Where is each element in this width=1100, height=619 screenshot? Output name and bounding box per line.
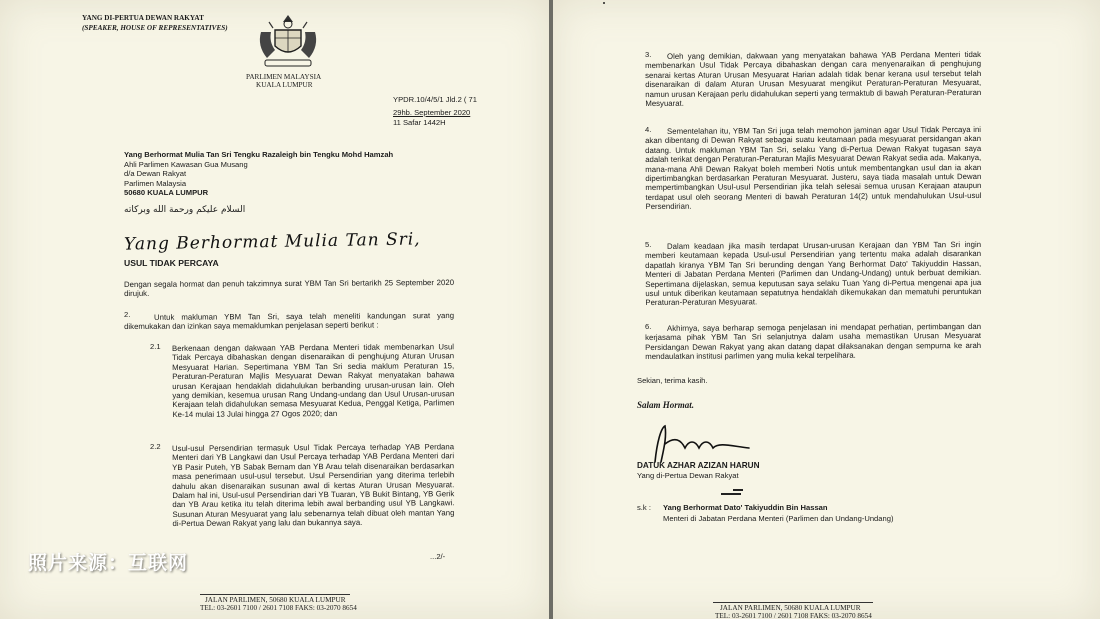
- subject-line: USUL TIDAK PERCAYA: [124, 258, 219, 268]
- paragraph-2: Untuk makluman YBM Tan Sri, saya telah meneliti kandungan surat yang dikemukakan dan izinkan saya memaklumkan penjelasan seperti berikut :: [124, 310, 455, 332]
- para-number: 3.: [645, 50, 652, 59]
- paragraph-5: Dalam keadaan jika masih terdapat Urusan-urusan Kerajaan dan YBM Tan Sri ingin memberi keutamaan kepada Usul-usul Persendirian yang tertentu maka adalah disarankan dapatlah kiranya YBM Tan Sri berunding dengan Yang Berhormat Dato' Takiyuddin Hassan, Menteri di Jabatan Perdana Menteri (Parlimen dan Undang-Undang) untuk berbuat demikian. Sepertimana dijelaskan, semua keputusan saya selaku Tuan Yang di-Pertua mengenai apa jua usul untuk diberikan keutamaan sepatutnya hendaklah dikemukakan dan mematuhi peruntukan Peraturan-Peraturan Mesyuarat.: [645, 239, 982, 308]
- para-number: 2.2: [150, 442, 161, 451]
- recipient-line: d/a Dewan Rakyat: [124, 169, 187, 179]
- footer-address: JALAN PARLIMEN, 50680 KUALA LUMPUR: [720, 604, 861, 612]
- para-number: 6.: [645, 322, 652, 331]
- recipient-line: Ahli Parlimen Kawasan Gua Musang: [124, 159, 248, 169]
- image-source-watermark: 照片来源：互联网: [28, 553, 189, 574]
- paragraph-6: Akhirnya, saya berharap semoga penjelasan ini mendapat perhatian, pertimbangan dan kerjasama pihak YBM Tan Sri selanjutnya dalam usaha memastikan Urusan Mesyuarat Persidangan Dewan Rakyat yang akan datang dapat dilaksanakan dengan sempurna ke arah mendaulatkan institusi parlimen yang mulia kekal terpelihara.: [645, 321, 982, 362]
- signatory-title: Yang di-Pertua Dewan Rakyat: [637, 471, 739, 480]
- para-number: 5.: [645, 240, 652, 249]
- recipient-line: Parlimen Malaysia: [124, 178, 187, 188]
- parliament-city: KUALA LUMPUR: [256, 81, 313, 89]
- opening-paragraph: Dengan segala hormat dan penuh takzimnya surat YBM Tan Sri bertarikh 25 September 2020 dirujuk.: [124, 277, 455, 299]
- hijri-date: 11 Safar 1442H: [393, 118, 446, 127]
- letter-page-1: [0, 0, 549, 619]
- salutation-closing: Salam Hormat.: [637, 400, 695, 410]
- recipient-line: 50680 KUALA LUMPUR: [124, 188, 209, 198]
- parliament-name: PARLIMEN MALAYSIA: [246, 73, 322, 81]
- page-continuation: ...2/-: [430, 552, 446, 561]
- paragraph-2-1: Berkenaan dengan dakwaan YAB Perdana Menteri tidak membenarkan Usul Tidak Percaya dibahaskan dengan disenaraikan di penghujung Aturan Urusan Mesyuarat Harian. Sepertimana YBM Tan Sri sedia maklum Peraturan 15, Peraturan-Peraturan Majlis Mesyuarat Dewan Rakyat menyatakan bahawa urusan Kerajaan hendaklah didahulukan berbanding urusan-urusan lain. Oleh yang demikian, kesemua urusan Rang Undang-undang dan Usul Urusan-urusan Kerajaan telah didahulukan semasa Mesyuarat Kedua, Penggal Ketiga, Parlimen Ke-14 mulai 13 Julai hingga 27 Ogos 2020; dan: [172, 342, 455, 419]
- footer-address: JALAN PARLIMEN, 50680 KUALA LUMPUR: [205, 596, 346, 604]
- para-number: 2.: [124, 310, 131, 319]
- footer-telephone: TEL: 03-2601 7100 / 2601 7108 FAKS: 03-2070 8654: [200, 604, 357, 612]
- paragraph-3: Oleh yang demikian, dakwaan yang menyatakan bahawa YAB Perdana Menteri tidak membenarkan Usul Tidak Percaya dibahaskan dengan cara menyenaraikan di penghujung senarai kertas Aturan Urusan Mesyuarat Harian adalah tidak benar kerana usul tersebut telah disenaraikan di dalam Aturan Urusan Mesyuarat mengikut Peraturan-Peraturan Mesyuarat, namun urusan Kerajaan perlu didahulukan seperti yang termaktub di bawah Peraturan-Peraturan Mesyuarat.: [645, 49, 982, 109]
- letterhead-title: YANG DI-PERTUA DEWAN RAKYAT: [82, 14, 204, 22]
- letter-page-2: [553, 0, 1100, 619]
- letterhead-subtitle: (SPEAKER, HOUSE OF REPRESENTATIVES): [82, 24, 228, 32]
- paragraph-4: Sementelahan itu, YBM Tan Sri juga telah memohon jaminan agar Usul Tidak Percaya ini akan dibentang di Dewan Rakyat sebagai suatu keutamaan pada mesyuarat persidangan akan datang. Untuk makluman YBM Tan Sri, selaku Yang di-Pertua Dewan Rakyat tugasan saya adalah terikat dengan Peraturan-Peraturan Majlis Mesyuarat Dewan Rakyat sedia ada. Makanya, mana-mana Ahli Dewan Rakyat boleh memberi Notis untuk membentangkan usul dan ia akan dipertimbangkan berdasarkan Peraturan Mesyuarat. Justeru, saya tiada masalah untuk Dewan mempertimbangkan Usul-usul Persendirian jika telah selesai semua urusan Kerajaan ataupun terdapat usul oleh seorang Menteri di bawah Peraturan 14(2) untuk mendahulukan Usul-usul Persendirian.: [645, 124, 982, 212]
- letter-date: 29hb. September 2020: [393, 108, 471, 117]
- cc-label: s.k :: [637, 503, 651, 512]
- handwritten-salutation: Yang Berhormat Mulia Tan Sri,: [123, 229, 421, 255]
- cc-title: Menteri di Jabatan Perdana Menteri (Parlimen dan Undang-Undang): [663, 514, 894, 523]
- arabic-greeting: السلام عليكم ورحمة الله وبركاته: [124, 205, 246, 215]
- recipient-line: Yang Berhormat Mulia Tan Sri Tengku Razaleigh bin Tengku Mohd Hamzah: [124, 150, 394, 159]
- signatory-name: DATUK AZHAR AZIZAN HARUN: [637, 461, 760, 470]
- handwritten-signature-icon: [641, 422, 781, 466]
- para-number: 4.: [645, 125, 652, 134]
- coat-of-arms-icon: [253, 12, 323, 72]
- recipient-block: [124, 150, 484, 198]
- para-number: 2.1: [150, 342, 161, 351]
- footer-telephone: TEL: 03-2601 7100 / 2601 7108 FAKS: 03-2070 8654: [715, 612, 872, 619]
- closing-line: Sekian, terima kasih.: [637, 376, 708, 385]
- reference-number: YPDR.10/4/5/1 Jld.2 ( 71: [393, 95, 477, 104]
- paragraph-2-2: Usul-usul Persendirian termasuk Usul Tidak Percaya terhadap YAB Perdana Menteri dari YB Langkawi dan Usul Percaya terhadap YAB Perdana Menteri dari YB Pasir Puteh, YB Sabak Bernam dan YB Arau telah disenaraikan berdasarkan masa penerimaan usul-usul tersebut. Usul Persendirian yang diterima terlebih dahulu akan disenaraikan susunan awal di kertas Aturan Urusan Mesyuarat. Dalam hal ini, Usul-usul Persendirian dari YB Tuaran, YB Bukit Bintang, YB Gerik dan YB Arau ketika itu telah diterima lebih awal berbanding usul YB Langkawi. Susunan Aturan Mesyuarat yang lalu sebenarnya telah dibuat oleh mantan Yang di-Pertua Dewan Rakyat yang lalu dan bukannya saya.: [172, 442, 455, 529]
- cc-name: Yang Berhormat Dato' Takiyuddin Bin Hassan: [663, 503, 828, 512]
